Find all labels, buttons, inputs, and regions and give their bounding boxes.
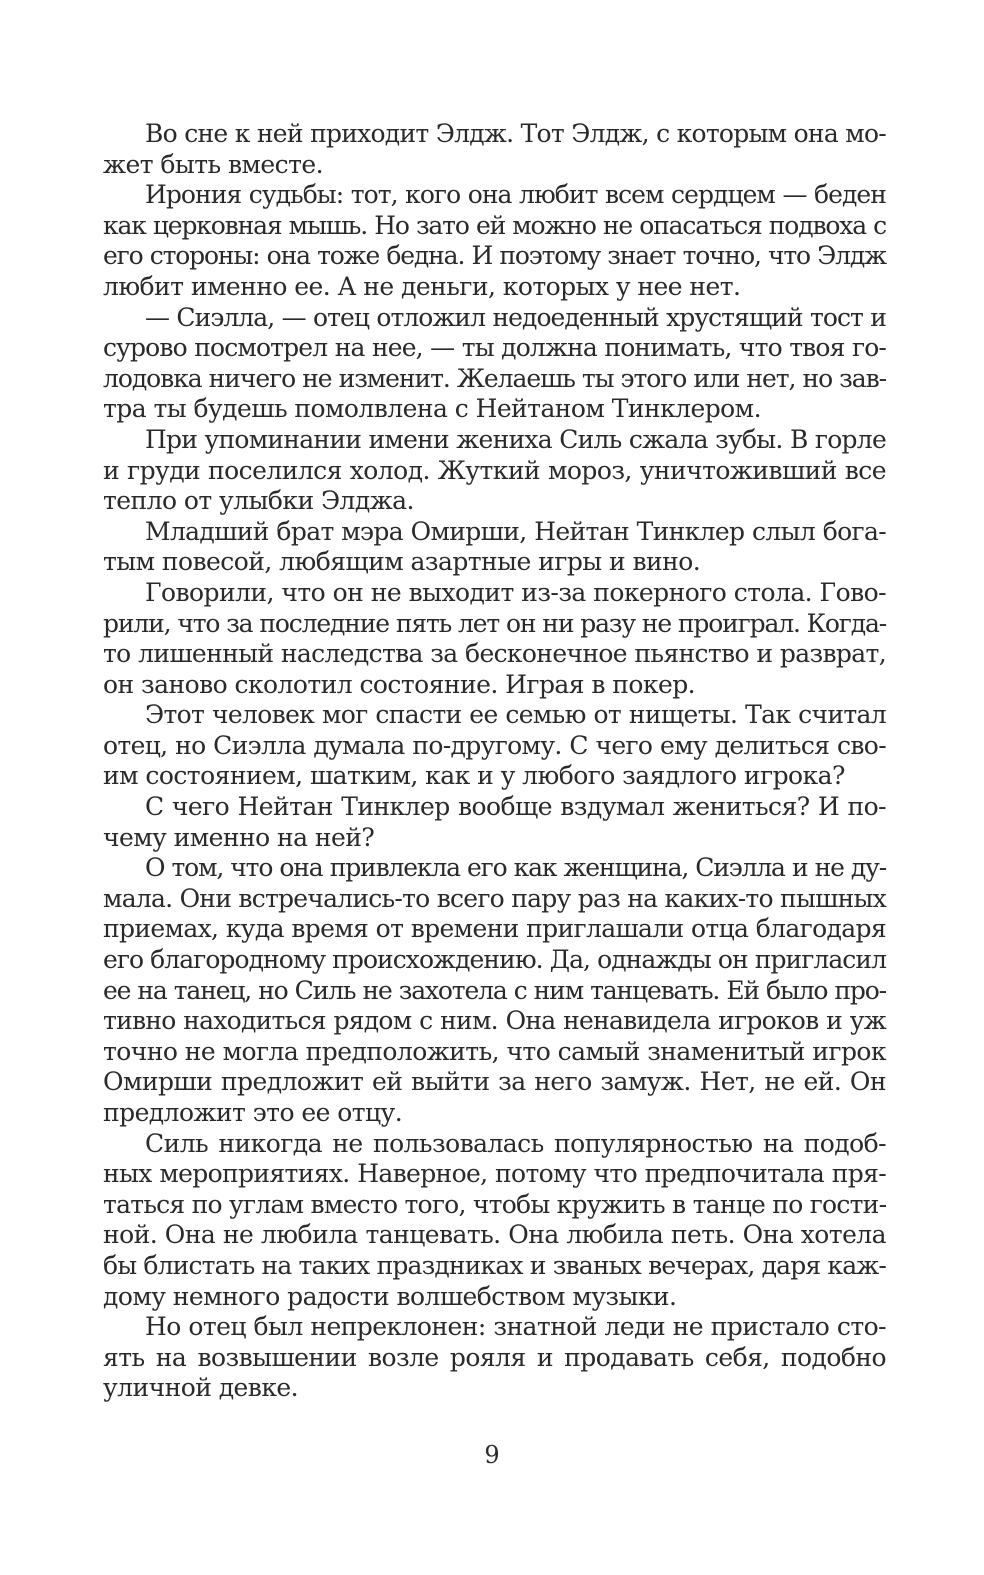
text-line: он заново сколотил состояние. Играя в покер.: [103, 669, 696, 699]
text-line: ной. Она не любила танцевать. Она любила петь. Она хотела: [103, 1220, 886, 1250]
text-line: ять на возвышении возле рояля и продавать себя, подобно: [103, 1342, 886, 1372]
text-line: ее на танец, но Силь не захотела с ним танцевать. Ей было про-: [103, 975, 886, 1005]
text-line: тым повесой, любящим азартные игры и вино.: [103, 547, 701, 577]
text-line: Младший брат мэра Омирши, Нейтан Тинклер слыл бога-: [145, 516, 886, 546]
text-line: им состоянием, шатким, как и у любого заядлого игрока?: [103, 761, 845, 791]
book-page-body: [103, 119, 886, 1419]
text-line: его стороны: она тоже бедна. И поэтому знает точно, что Элдж: [103, 241, 886, 271]
text-line: — Сиэлла, — отец отложил недоеденный хрустящий тост и: [145, 302, 886, 332]
text-line: бы блистать на таких праздниках и званых вечерах, даря каж-: [103, 1250, 886, 1280]
paragraph: [103, 303, 886, 425]
text-line: тепло от улыбки Элджа.: [103, 486, 414, 516]
paragraph: [103, 853, 886, 1128]
text-line: Ирония судьбы: тот, кого она любит всем сердцем — беден: [145, 180, 886, 210]
text-line: тра ты будешь помолвлена с Нейтаном Тинклером.: [103, 394, 761, 424]
text-line: О том, что она привлекла его как женщина, Сиэлла и не ду-: [145, 853, 886, 883]
text-line: Но отец был непреклонен: знатной леди не пристало сто-: [145, 1312, 886, 1342]
text-line: Омирши предложит ей выйти за него замуж. Нет, не ей. Он: [103, 1067, 886, 1097]
text-line: как церковная мышь. Но зато ей можно не опасаться подвоха с: [103, 210, 886, 240]
text-line: Силь никогда не пользовалась популярностью на подоб-: [145, 1128, 886, 1158]
paragraph: [103, 1312, 886, 1404]
text-line: жет быть вместе.: [103, 149, 323, 179]
text-line: При упоминании имени жениха Силь сжала зубы. В горле: [145, 424, 886, 454]
text-line: уличной девке.: [103, 1373, 299, 1403]
text-line: рили, что за последние пять лет он ни разу не проиграл. Когда-: [103, 608, 886, 638]
text-line: предложит это ее отцу.: [103, 1098, 403, 1127]
text-line: и груди поселился холод. Жуткий мороз, уничтоживший все: [103, 455, 886, 485]
text-line: лодовка ничего не изменит. Желаешь ты этого или нет, но зав-: [103, 363, 886, 393]
text-line: любит именно ее. А не деньги, которых у нее нет.: [103, 271, 741, 301]
text-line: чему именно на ней?: [103, 822, 375, 852]
paragraph: [103, 425, 886, 517]
text-line: мала. Они встречались-то всего пару раз на каких-то пышных: [103, 883, 886, 913]
paragraph: [103, 119, 886, 180]
text-line: его благородному происхождению. Да, однажды он пригласил: [103, 945, 886, 975]
text-line: Во сне к ней приходит Элдж. Тот Элдж, с которым она мо-: [145, 119, 886, 148]
paragraph: [103, 517, 886, 578]
text-line: то лишенный наследства за бесконечное пьянство и разврат,: [103, 639, 886, 669]
paragraph: [103, 792, 886, 853]
text-line: дому немного радости волшебством музыки.: [103, 1281, 677, 1311]
text-line: тивно находиться рядом с ним. Она ненавидела игроков и уж: [103, 1006, 886, 1036]
paragraph: [103, 578, 886, 700]
text-line: С чего Нейтан Тинклер вообще вздумал жениться? И по-: [145, 792, 886, 822]
page-number: 9: [484, 1441, 500, 1469]
text-line: сурово посмотрел на нее, — ты должна понимать, что твоя го-: [103, 333, 886, 363]
text-line: таться по углам вместо того, чтобы кружить в танце по гости-: [103, 1189, 887, 1219]
text-line: Говорили, что он не выходит из-за покерного стола. Гово-: [145, 577, 886, 607]
paragraph: [103, 1129, 886, 1313]
text-line: отец, но Сиэлла думала по-другому. С чего ему делиться сво-: [103, 730, 886, 760]
text-line: точно не могла предположить, что самый знаменитый игрок: [103, 1036, 886, 1066]
text-line: приемах, куда время от времени приглашали отца благодаря: [103, 914, 886, 944]
paragraph: [103, 700, 886, 792]
text-line: Этот человек мог спасти ее семью от нищеты. Так считал: [145, 700, 886, 730]
text-line: ных мероприятиях. Наверное, потому что предпочитала пря-: [103, 1159, 886, 1189]
paragraph: [103, 180, 886, 302]
